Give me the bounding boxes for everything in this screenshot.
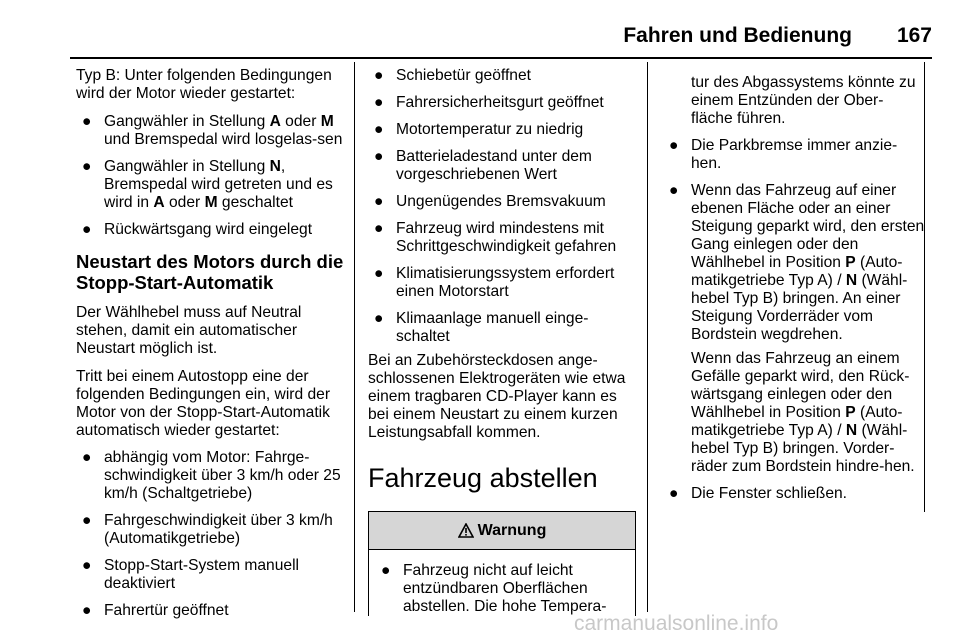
paragraph: Tritt bei einem Autostopp eine der folgenden Bedingungen ein, wird der Motor von der Stopp-Start-Automatik automatisch wieder gestartet: <box>76 368 331 439</box>
list-item <box>368 148 636 184</box>
column-divider-2 <box>647 62 648 612</box>
condition-list-continued <box>368 67 636 346</box>
text-run: (Auto-matikgetriebe Typ A) / <box>691 404 903 439</box>
page-number: 167 <box>896 24 932 47</box>
bullet: ● <box>82 602 92 619</box>
list-item <box>368 121 636 139</box>
list-item-text: Fahrersicherheitsgurt geöffnet <box>396 94 604 111</box>
text-run: (Wähl-hebel Typ B) bringen. Vorder-räder zum Bordstein hindre-hen. <box>691 422 915 475</box>
warning-body <box>369 550 635 616</box>
bullet: ● <box>374 94 384 111</box>
text-run: Wenn das Fahrzeug auf einer ebenen Fläche oder an einer Steigung geparkt wird, den ersten Gang einlegen oder den Wählhebel in Position <box>691 182 925 271</box>
warning-title: Warnung <box>477 521 547 539</box>
bullet: ● <box>669 137 679 154</box>
list-item <box>76 557 344 593</box>
text-run: Wenn das Fahrzeug an einem Gefälle geparkt wird, den Rück-wärtsgang einlegen oder den Wählhebel in Position <box>691 350 910 421</box>
text-run: oder <box>280 113 321 130</box>
bullet: ● <box>374 148 384 165</box>
list-item-text: Fahrertür geöffnet <box>104 602 229 619</box>
bullet: ● <box>374 67 384 84</box>
list-item-text: Stopp-Start-System manuell deaktiviert <box>104 557 299 592</box>
list-item-text: Fahrgeschwindigkeit über 3 km/h (Automatikgetriebe) <box>104 512 333 547</box>
condition-list <box>76 449 344 620</box>
parking-list <box>663 137 925 344</box>
bullet: ● <box>374 220 384 237</box>
list-item <box>76 113 344 149</box>
text-run: (Auto-matikgetriebe Typ A) / <box>691 254 903 289</box>
warning-header <box>369 512 635 550</box>
list-item <box>663 485 925 503</box>
list-item-text: Motortemperatur zu niedrig <box>396 121 584 138</box>
list-item <box>368 220 636 256</box>
column-3 <box>663 67 925 512</box>
bullet: ● <box>82 449 92 466</box>
list-item-text: Die Fenster schließen. <box>691 485 847 502</box>
bold-letter: M <box>204 194 218 211</box>
list-item-text: Batterieladestand unter dem vorgeschriebenen Wert <box>396 148 592 183</box>
bullet: ● <box>381 562 391 579</box>
bold-letter: P <box>845 254 856 271</box>
bold-letter: N <box>269 158 281 175</box>
text-run: Gangwähler in Stellung <box>104 158 270 175</box>
list-item <box>368 193 636 211</box>
section-heading: Fahrzeug abstellen <box>368 463 598 493</box>
list-item <box>76 221 344 239</box>
bold-letter: N <box>845 422 858 439</box>
bold-letter: A <box>269 113 281 130</box>
bullet: ● <box>374 310 384 327</box>
page-header-title: Fahren und Bedienung <box>623 24 852 47</box>
list-item <box>375 562 625 616</box>
intro-paragraph: Typ B: Unter folgenden Bedingungen wird der Motor wieder gestartet: <box>76 67 332 102</box>
bullet: ● <box>669 485 679 502</box>
list-item <box>76 602 344 620</box>
text-run: oder <box>164 194 205 211</box>
subheading: Neustart des Motors durch die Stopp-Start-Automatik <box>76 251 344 293</box>
header-rule <box>70 57 932 59</box>
footer-watermark: carmanualsonline.info <box>574 612 779 635</box>
warning-continuation: tur des Abgassystems könnte zu einem Entzünden der Ober-fläche führen. <box>691 74 916 127</box>
bold-letter: M <box>320 113 334 130</box>
bullet: ● <box>82 557 92 574</box>
bullet: ● <box>374 193 384 210</box>
text-run: Rückwärtsgang wird eingelegt <box>104 221 313 238</box>
bullet: ● <box>374 121 384 138</box>
paragraph: Der Wählhebel muss auf Neutral stehen, damit ein automatischer Neustart möglich ist. <box>76 304 302 357</box>
warning-triangle-icon <box>458 523 474 538</box>
bullet: ● <box>669 182 679 199</box>
list-item <box>76 512 344 548</box>
list-item <box>76 449 344 503</box>
list-item-text: Fahrzeug wird mindestens mit Schrittgeschwindigkeit gefahren <box>396 220 617 255</box>
list-item-text: abhängig vom Motor: Fahrge-schwindigkeit über 3 km/h oder 25 km/h (Schaltgetriebe) <box>104 449 341 502</box>
paragraph: Bei an Zubehörsteckdosen ange-schlossenen Elektrogeräten wie etwa einem tragbaren CD-Player kann es bei einem Neustart zu einem kurzen Leistungsabfall kommen. <box>368 352 626 441</box>
list-item <box>663 182 925 344</box>
bullet: ● <box>82 221 92 238</box>
bullet: ● <box>82 113 92 130</box>
column-1 <box>76 67 344 629</box>
bullet: ● <box>82 512 92 529</box>
list-item <box>76 158 344 212</box>
warning-box <box>368 511 636 616</box>
bullet: ● <box>374 265 384 282</box>
bold-letter: P <box>845 404 856 421</box>
restart-list <box>76 113 344 239</box>
text-run: , Bremspedal wird getreten und es wird in <box>104 158 333 211</box>
bold-letter: N <box>845 272 858 289</box>
warning-text: Fahrzeug nicht auf leicht entzündbaren Oberflächen abstellen. Die hohe Tempera- <box>403 562 607 615</box>
list-item-text: Klimaanlage manuell einge-schaltet <box>396 310 589 345</box>
text-run: Gangwähler in Stellung <box>104 113 270 130</box>
bullet: ● <box>82 158 92 175</box>
list-item-text: Schiebetür geöffnet <box>396 67 531 84</box>
list-item <box>368 94 636 112</box>
list-item-text: Ungenügendes Bremsvakuum <box>396 193 606 210</box>
list-item <box>368 310 636 346</box>
list-item <box>663 137 925 173</box>
list-item-text: Die Parkbremse immer anzie-hen. <box>691 137 898 172</box>
list-item <box>368 67 636 85</box>
bold-letter: A <box>153 194 165 211</box>
slope-paragraph <box>663 350 925 476</box>
list-item-text: Klimatisierungssystem erfordert einen Motorstart <box>396 265 615 300</box>
text-run: und Bremspedal wird losgelas-sen <box>104 131 343 148</box>
column-divider-1 <box>354 62 355 612</box>
column-2 <box>368 67 636 616</box>
list-item <box>368 265 636 301</box>
text-run: (Wähl-hebel Typ B) bringen. An einer Steigung Vorderräder vom Bordstein wegdrehen. <box>691 272 908 343</box>
text-run: geschaltet <box>217 194 293 211</box>
